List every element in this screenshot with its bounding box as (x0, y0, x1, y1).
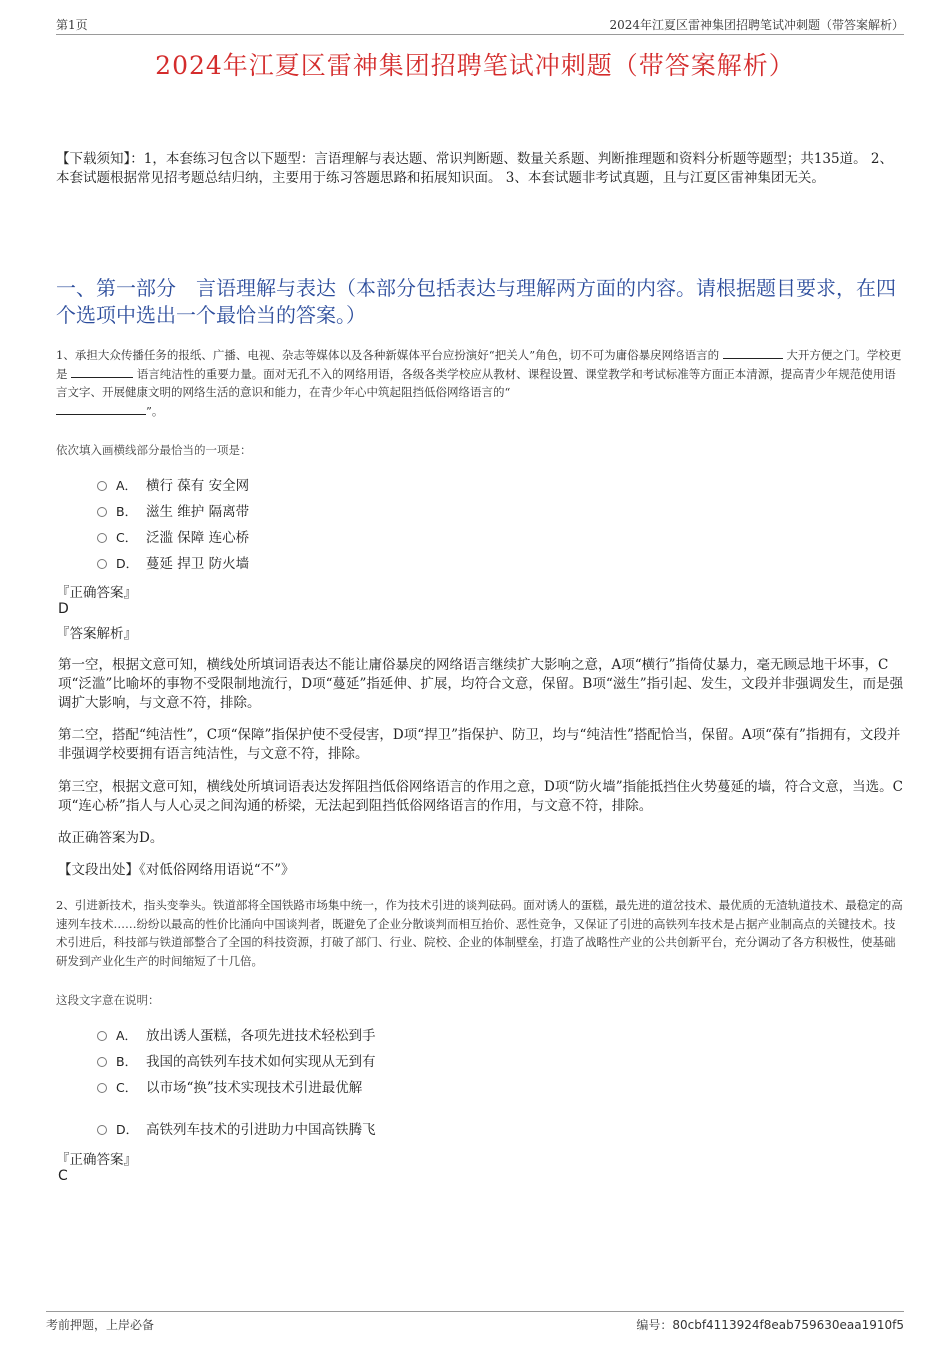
radio-button[interactable] (97, 533, 107, 543)
q1-option-c[interactable]: C． 泛滥 保障 连心桥 (97, 528, 249, 548)
q1-answer-label: 『正确答案』 (56, 585, 137, 601)
page-number: 第1页 (56, 18, 88, 32)
q1-analysis-conclusion: 故正确答案为D。 (58, 830, 164, 846)
page-header (56, 14, 904, 35)
radio-button[interactable] (97, 481, 107, 491)
q1-analysis-2: 第二空，搭配“纯洁性”，C项“保障”指保护使不受侵害，D项“捍卫”指保护、防卫，均与“纯洁性”搭配恰当，保留。A项“葆有”指拥有，文段并非强调学校要拥有语言纯洁性，与文意不符，排除。 (58, 727, 901, 762)
q2-option-d[interactable]: D． 高铁列车技术的引进助力中国高铁腾飞 (97, 1120, 376, 1140)
radio-button[interactable] (97, 559, 107, 569)
footer-code: 编号：80cbf4113924f8eab759630eaa1910f5 (636, 1318, 904, 1332)
footer-divider (46, 1311, 904, 1312)
q2-answer-label: 『正确答案』 (56, 1152, 137, 1168)
footer-slogan: 考前押题，上岸必备 (46, 1318, 155, 1332)
radio-button[interactable] (97, 1031, 107, 1041)
q1-analysis-label: 『答案解析』 (56, 626, 137, 642)
section-heading: 一、第一部分 言语理解与表达（本部分包括表达与理解两方面的内容。请根据题目要求，在四个选项中选出一个最恰当的答案。） (56, 276, 896, 327)
q1-option-b[interactable]: B． 滋生 维护 隔离带 (97, 502, 249, 522)
q2-option-a[interactable]: A． 放出诱人蛋糕，各项先进技术轻松到手 (97, 1026, 376, 1046)
blank-1 (723, 346, 783, 359)
question-1-prompt: 依次填入画横线部分最恰当的一项是： (56, 443, 252, 457)
radio-button[interactable] (97, 1057, 107, 1067)
q1-source: 【文段出处】《对低俗网络用语说“不”》 (58, 862, 295, 878)
download-notice: 【下载须知】：1，本套练习包含以下题型：言语理解与表达题、常识判断题、数量关系题、判断推理题和资料分析题等题型；共135道。 2、本套试题根据常见招考题总结归纳，主要用于练习答题思路和拓展知识面。 3、本套试题非考试真题，且与江夏区雷神集团无关。 (56, 151, 893, 186)
q1-analysis-1: 第一空，根据文意可知，横线处所填词语表达不能让庸俗暴戾的网络语言继续扩大影响之意，A项“横行”指倚仗暴力，毫无顾忌地干坏事，C项“泛滥”比喻坏的事物不受限制地流行，D项“蔓延”指延伸、扩展，均符合文意，保留。B项“滋生”指引起、发生，文段并非强调发生，而是强调扩大影响，与文意不符，排除。 (58, 657, 904, 711)
question-2-prompt: 这段文字意在说明： (56, 993, 160, 1007)
blank-3 (56, 402, 146, 415)
question-2-text: 2、引进新技术，指头变拳头。铁道部将全国铁路市场集中统一，作为技术引进的谈判砝码。面对诱人的蛋糕，最先进的道岔技术、最优质的无渣轨道技术、最稳定的高速列车技术……纷纷以最高的性价比涌向中国谈判者，既避免了企业分散谈判而相互抬价、恶性竞争，又保证了引进的高铁列车技术是占据产业制高点的关键技术。技术引进后，科技部与铁道部整合了全国的科技资源，打破了部门、行业、院校、企业的体制壁垒，打造了战略性产业的公共创新平台，充分调动了各方积极性，使基础研发到产业化生产的时间缩短了十几倍。 (56, 898, 903, 968)
q2-answer: C (58, 1168, 68, 1184)
radio-button[interactable] (97, 1125, 107, 1135)
radio-button[interactable] (97, 1083, 107, 1093)
document-title: 2024年江夏区雷神集团招聘笔试冲刺题（带答案解析） (155, 51, 795, 80)
q1-option-d[interactable]: D． 蔓延 捍卫 防火墙 (97, 554, 249, 574)
q1-answer: D (58, 601, 69, 617)
q2-option-b[interactable]: B． 我国的高铁列车技术如何实现从无到有 (97, 1052, 376, 1072)
q1-option-a[interactable]: A． 横行 葆有 安全网 (97, 476, 249, 496)
q2-option-c[interactable]: C． 以市场“换”技术实现技术引进最优解 (97, 1078, 362, 1098)
radio-button[interactable] (97, 507, 107, 517)
question-1-text: 1、承担大众传播任务的报纸、广播、电视、杂志等媒体以及各种新媒体平台应扮演好“把关人”角色，切不可为庸俗暴戾网络语言的 大开方便之门。学校更是 语言纯洁性的重要力量。面对无孔不入的网络用语，各级各类学校应从教材、课程设置、课堂教学和考试标准等方面正本清源，提高青少年规范使用语言文字、开展健康文明的网络生活的意识和能力，在青少年心中筑起阻挡低俗网络语言的“ ”。 (56, 348, 902, 418)
blank-2 (71, 365, 133, 378)
q1-analysis-3: 第三空，根据文意可知，横线处所填词语表达发挥阻挡低俗网络语言的作用之意，D项“防火墙”指能抵挡住火势蔓延的墙，符合文意，当选。C项“连心桥”指人与人心灵之间沟通的桥梁，无法起到阻挡低俗网络语言的作用，与文意不符，排除。 (58, 779, 903, 814)
header-doc-title: 2024年江夏区雷神集团招聘笔试冲刺题（带答案解析） (609, 18, 904, 32)
